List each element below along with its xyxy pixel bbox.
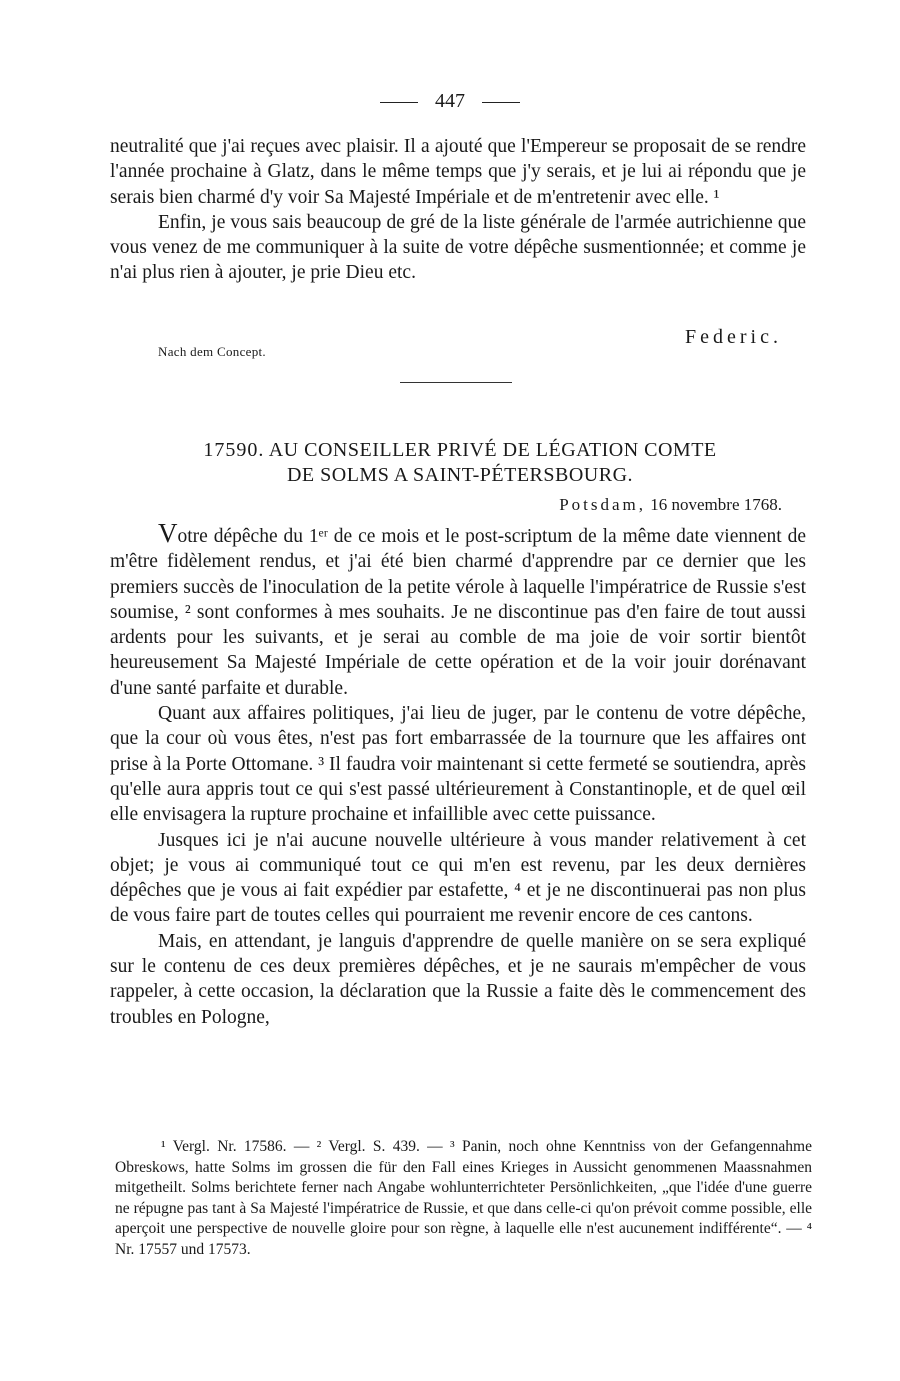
signature: Federic. (685, 326, 782, 348)
drop-cap: V (158, 518, 178, 548)
page-number: 447 (435, 90, 465, 112)
letter-title-line-2: DE SOLMS A SAINT-PÉTERSBOURG. (286, 464, 634, 486)
heading-line-1 (110, 438, 810, 463)
footnotes (115, 1137, 812, 1260)
dateline-place: Potsdam, (559, 495, 647, 514)
paragraph (110, 518, 806, 701)
paragraph: Quant aux affaires politiques, j'ai lieu de juger, par le contenu de votre dépêche, que la cour où vous êtes, n'est pas fort embarrassée de la tournure que les affaires ont prise à la Porte Ottomane. ³ Il faudra voir maintenant si cette fermeté se soutiendra, après qu'elle aura appris tout ce qui s'est passé ultérieurement à Constantinople, et de quel œil elle envisagera la rupture prochaine et infaillible avec cette puissance. (110, 703, 806, 826)
paragraph: neutralité que j'ai reçues avec plaisir. Il a ajouté que l'Empereur se proposait de se rendre l'année prochaine à Glatz, dans le même temps que j'y serais, et je lui ai répondu que je serais bien charmé d'y voir Sa Majesté Impériale et de m'entretenir avec elle. ¹ (110, 136, 806, 208)
letter-title-line-1: AU CONSEILLER PRIVÉ DE LÉGATION COMTE (268, 439, 717, 461)
header-dash-right (482, 102, 520, 103)
paragraph: Mais, en attendant, je languis d'apprendre de quelle manière on se sera expliqué sur le contenu de ces deux premières dépêches, et je ne saurais m'empêcher de vous rappeler, à cette occasion, la déclaration que la Russie a faite dès le commencement des troubles en Pologne, (110, 930, 806, 1028)
closing-row (110, 326, 782, 366)
previous-letter-ending (110, 134, 806, 286)
letter-body (110, 518, 806, 1030)
letter-number: 17590. (203, 439, 265, 461)
footnotes-text: ¹ Vergl. Nr. 17586. — ² Vergl. S. 439. — ³ Panin, noch ohne Kenntniss von der Gefangennahme Obreskows, hatte Solms im grossen die für den Fall eines Krieges in Aussicht genommenen Maassnahmen mitgetheilt. Solms berichtete ferner nach Angabe wohlunterrichteter Persönlichkeiten, „que l'idée d'une guerre ne répugne pas tant à Sa Majesté l'impératrice de Russie, et que dans celle-ci qu'on prévoit comme possible, elle aperçoit une perspective de nouvelle gloire pour son règne, à laquelle elle n'est aucunement indifférente“. — ⁴ Nr. 17557 und 17573. (115, 1138, 812, 1258)
paragraph: Enfin, je vous sais beaucoup de gré de la liste générale de l'armée autrichienne que vous venez de me communiquer à la suite de votre dépêche susmentionnée; et comme je n'ai plus rien à ajouter, je prie Dieu etc. (110, 211, 806, 284)
dateline-date: 16 novembre 1768. (650, 495, 782, 514)
letter-heading (110, 438, 810, 488)
header-dash-left (380, 102, 418, 103)
dateline (559, 495, 782, 515)
paragraph-text: otre dépêche du 1ᵉʳ de ce mois et le post-scriptum de la même date viennent de m'être fidèlement rendus, et j'ai été bien charmé d'apprendre par ce dernier que les premiers succès de l'inoculation de la petite vérole à laquelle l'impératrice de Russie s'est soumise, ² sont conformes à mes souhaits. Je ne discontinue pas d'en faire de tout aussi ardents pour les suivants, et je serai au comble de ma joie de voir sortir bientôt heureusement Sa Majesté Impériale de cette opération et de la voir jouir dorénavant d'une santé parfaite et durable. (110, 526, 806, 699)
source-note: Nach dem Concept. (158, 344, 266, 359)
section-divider (400, 382, 512, 383)
paragraph: Jusques ici je n'ai aucune nouvelle ultérieure à vous mander relativement à cet objet; je vous ai communiqué tout ce qui m'en est revenu, par les deux dernières dépêches que je vous ai fait expédier par estafette, ⁴ et je ne discontinuerai pas non plus de vous faire part de toutes celles qui pourraient me revenir encore de ces cantons. (110, 829, 806, 927)
page-header (0, 90, 900, 113)
